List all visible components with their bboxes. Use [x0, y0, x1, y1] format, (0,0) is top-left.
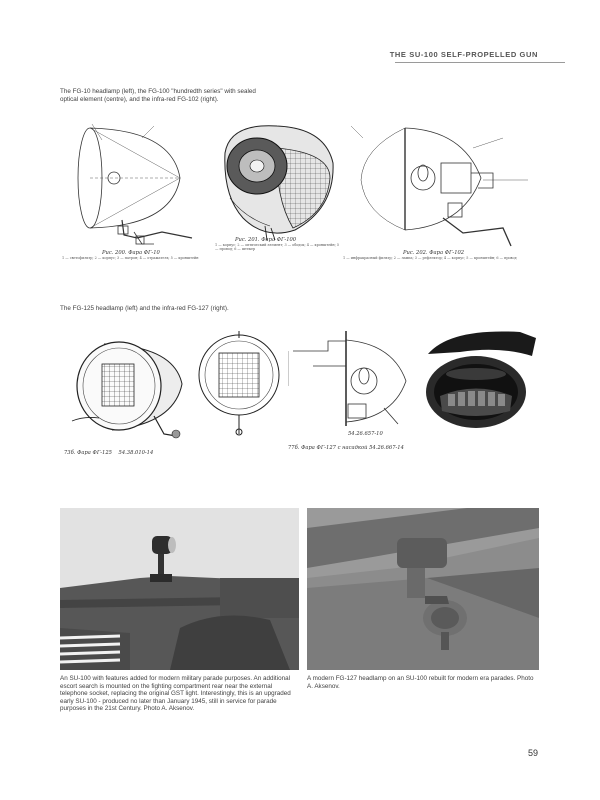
fg125-label: 73б. Фара ФГ-125 [64, 450, 112, 456]
fg102-drawing [343, 118, 538, 250]
fg100-legend: 1 — корпус; 2 — оптический элемент; 3 — ободок; 4 — кронштейн; 5 — провод; 6 — штекер [215, 243, 339, 252]
su100-rear-photo-image [60, 508, 299, 670]
fg125-label-row [64, 450, 194, 456]
su100-rear-photo [60, 508, 299, 670]
fg102-figure [343, 118, 538, 283]
fg100-drawing [215, 118, 340, 243]
fg102-legend: 1 — инфракрасный фильтр; 2 — лампа; 3 — рефлектор; 4 — корпус; 5 — кронштейн; 6 — провод [343, 256, 517, 260]
fg125-front-drawing [192, 328, 287, 438]
fg127-mounted-photo-image [307, 508, 539, 670]
fg100-label: Рис. 201. Фара ФГ-100 [235, 237, 297, 243]
fg127-drawing [288, 326, 418, 431]
page-number: 59 [527, 748, 538, 758]
fg127-photo [420, 326, 538, 436]
fg125-figure [64, 326, 194, 466]
running-header: THE SU-100 SELF-PROPELLED GUN [389, 50, 538, 59]
fg127-code: 54.26.657-10 [348, 431, 383, 437]
fg127-photo-image [420, 326, 538, 436]
fg10-legend: 1 — светофильтр; 2 — корпус; 3 — патрон; 4 — отражатель; 5 — кронштейн [62, 256, 199, 260]
fg10-figure [62, 120, 212, 278]
top-caption: The FG-10 headlamp (left), the FG-100 "hundredth series" with sealed optical element (centre), and the infra-red FG-102 (right). [60, 88, 256, 103]
fg100-figure [215, 118, 340, 288]
fg125-front-figure [192, 328, 287, 438]
fg127-figure [288, 326, 418, 474]
photo-left-caption: An SU-100 with features added for modern military parade purposes. An additional escort search is mounted on the fighting compartment rear near the external telephone socket, replacing the original GST light. Interestingly, this is an upgraded early SU-100 - produced no later than January 1945, still in service for parade purposes in the 21st Century. Photo A. Aksenov. [60, 675, 291, 713]
fg10-drawing [62, 120, 212, 250]
photo-right-caption: A modern FG-127 headlamp on an SU-100 rebuilt for modern era parades. Photo A. Aksenov. [307, 675, 534, 690]
fg127-mounted-photo [307, 508, 539, 670]
fg125-drawing [64, 326, 194, 448]
middle-caption: The FG-125 headlamp (left) and the infra-red FG-127 (right). [60, 305, 229, 312]
fg127-label: 77б. Фара ФГ-127 с насадкой 54.26.667-14 [288, 445, 404, 451]
fg125-code: 54.38.010-14 [118, 450, 154, 456]
fg102-label: Рис. 202. Фара ФГ-102 [403, 250, 465, 256]
header-rule [395, 62, 565, 63]
fg10-label: Рис. 200. Фара ФГ-10 [102, 250, 160, 256]
